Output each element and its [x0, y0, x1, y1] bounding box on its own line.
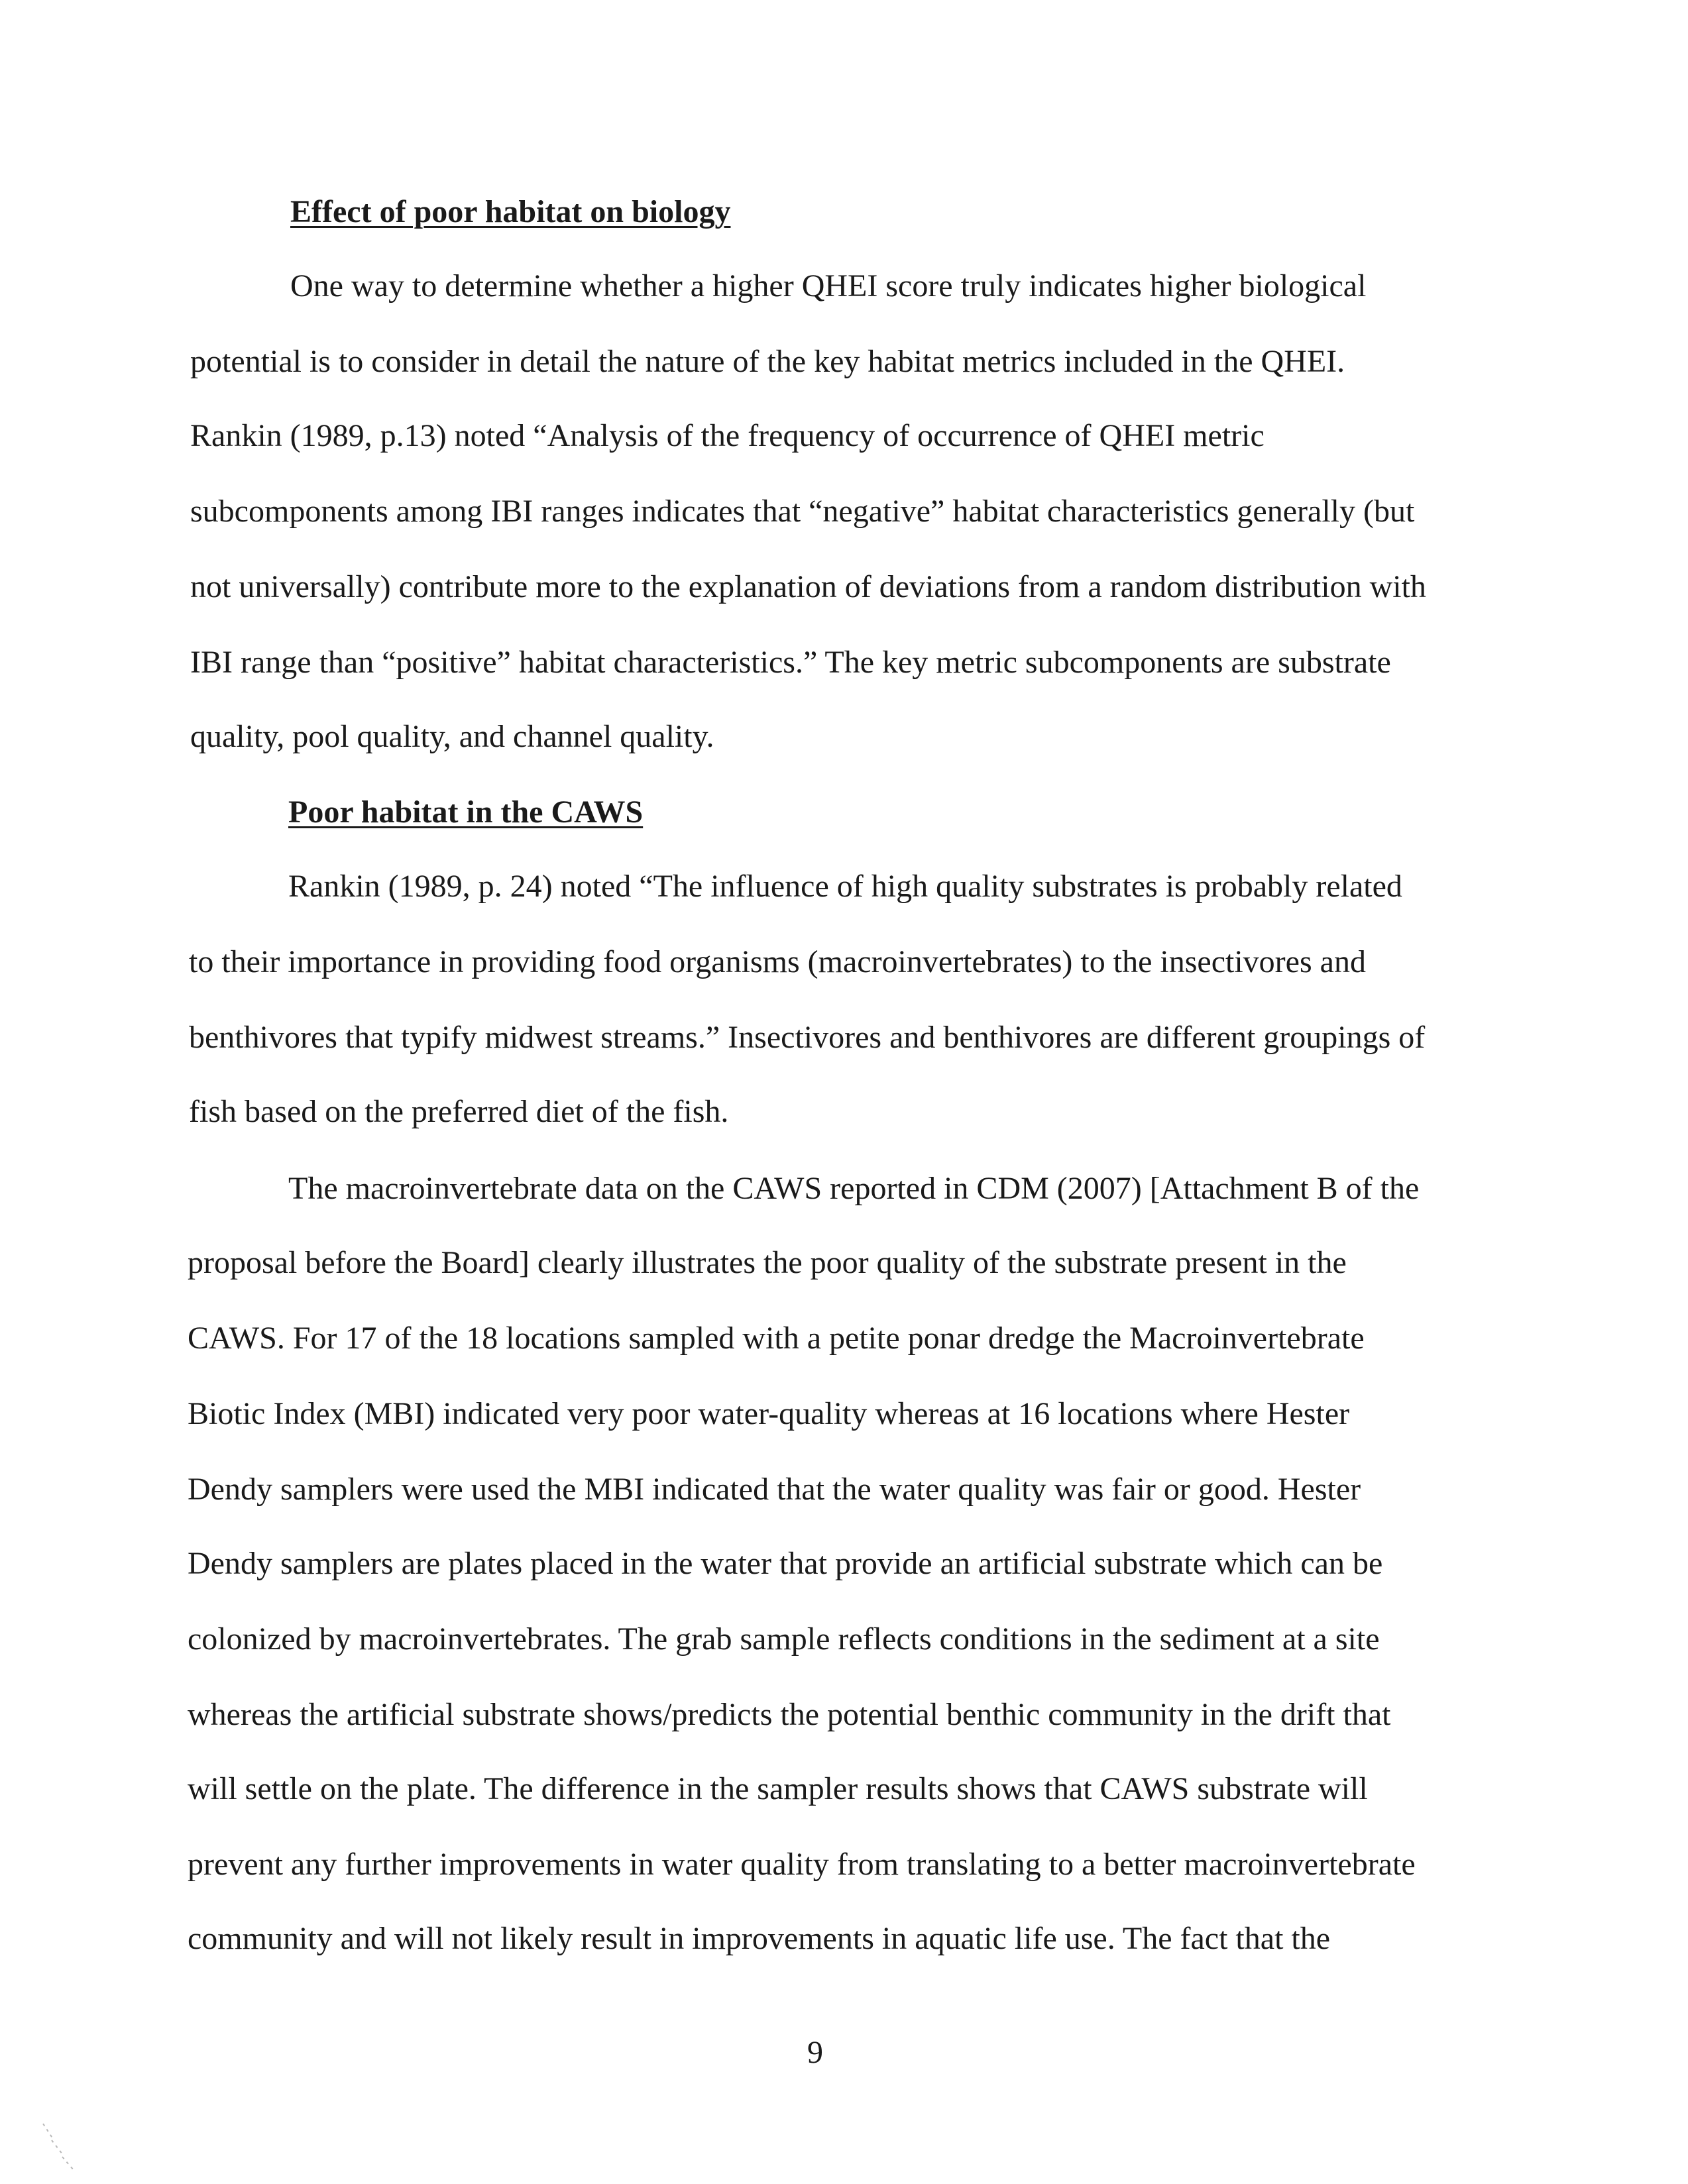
section-heading-effect-of-poor-habitat: Effect of poor habitat on biology	[290, 194, 731, 229]
paragraph-line: fish based on the preferred diet of the fish.	[189, 1094, 729, 1129]
paragraph-line: prevent any further improvements in water quality from translating to a better macroinvertebrate	[188, 1847, 1416, 1882]
paragraph-line: whereas the artificial substrate shows/predicts the potential benthic community in the drift that	[188, 1697, 1391, 1732]
paragraph-line: quality, pool quality, and channel quality.	[190, 719, 714, 754]
scan-artifact-mark	[40, 2120, 80, 2173]
paragraph-line: proposal before the Board] clearly illustrates the poor quality of the substrate present in the	[188, 1245, 1347, 1280]
paragraph-line: Biotic Index (MBI) indicated very poor water-quality whereas at 16 locations where Hester	[188, 1396, 1350, 1431]
paragraph-line: Dendy samplers were used the MBI indicated that the water quality was fair or good. Hester	[188, 1472, 1361, 1507]
paragraph-line: not universally) contribute more to the explanation of deviations from a random distribution with	[190, 569, 1426, 604]
paragraph-line: will settle on the plate. The difference in the sampler results shows that CAWS substrate will	[188, 1771, 1368, 1806]
paragraph-line: IBI range than “positive” habitat characteristics.” The key metric subcomponents are substrate	[190, 645, 1391, 680]
paragraph-line: Rankin (1989, p. 24) noted “The influence of high quality substrates is probably related	[288, 869, 1402, 904]
section-heading-poor-habitat-caws: Poor habitat in the CAWS	[288, 794, 644, 830]
paragraph-line: CAWS. For 17 of the 18 locations sampled with a petite ponar dredge the Macroinvertebrate	[188, 1321, 1365, 1356]
page-number: 9	[807, 2035, 823, 2070]
paragraph-line: to their importance in providing food organisms (macroinvertebrates) to the insectivores and	[189, 944, 1366, 979]
paragraph-line: Rankin (1989, p.13) noted “Analysis of the frequency of occurrence of QHEI metric	[190, 418, 1265, 453]
paragraph-line: One way to determine whether a higher QHEI score truly indicates higher biological	[290, 268, 1367, 303]
paragraph-line: subcomponents among IBI ranges indicates that “negative” habitat characteristics generally (but	[190, 494, 1415, 529]
paragraph-line: colonized by macroinvertebrates. The grab sample reflects conditions in the sediment at a site	[188, 1621, 1380, 1657]
paragraph-line: Dendy samplers are plates placed in the water that provide an artificial substrate which can be	[188, 1546, 1383, 1581]
paragraph-line: potential is to consider in detail the nature of the key habitat metrics included in the QHEI.	[190, 344, 1345, 379]
paragraph-line: community and will not likely result in improvements in aquatic life use. The fact that the	[188, 1921, 1331, 1956]
paragraph-line: benthivores that typify midwest streams.” Insectivores and benthivores are different groupings of	[189, 1020, 1426, 1055]
paragraph-line: The macroinvertebrate data on the CAWS reported in CDM (2007) [Attachment B of the	[288, 1171, 1420, 1206]
